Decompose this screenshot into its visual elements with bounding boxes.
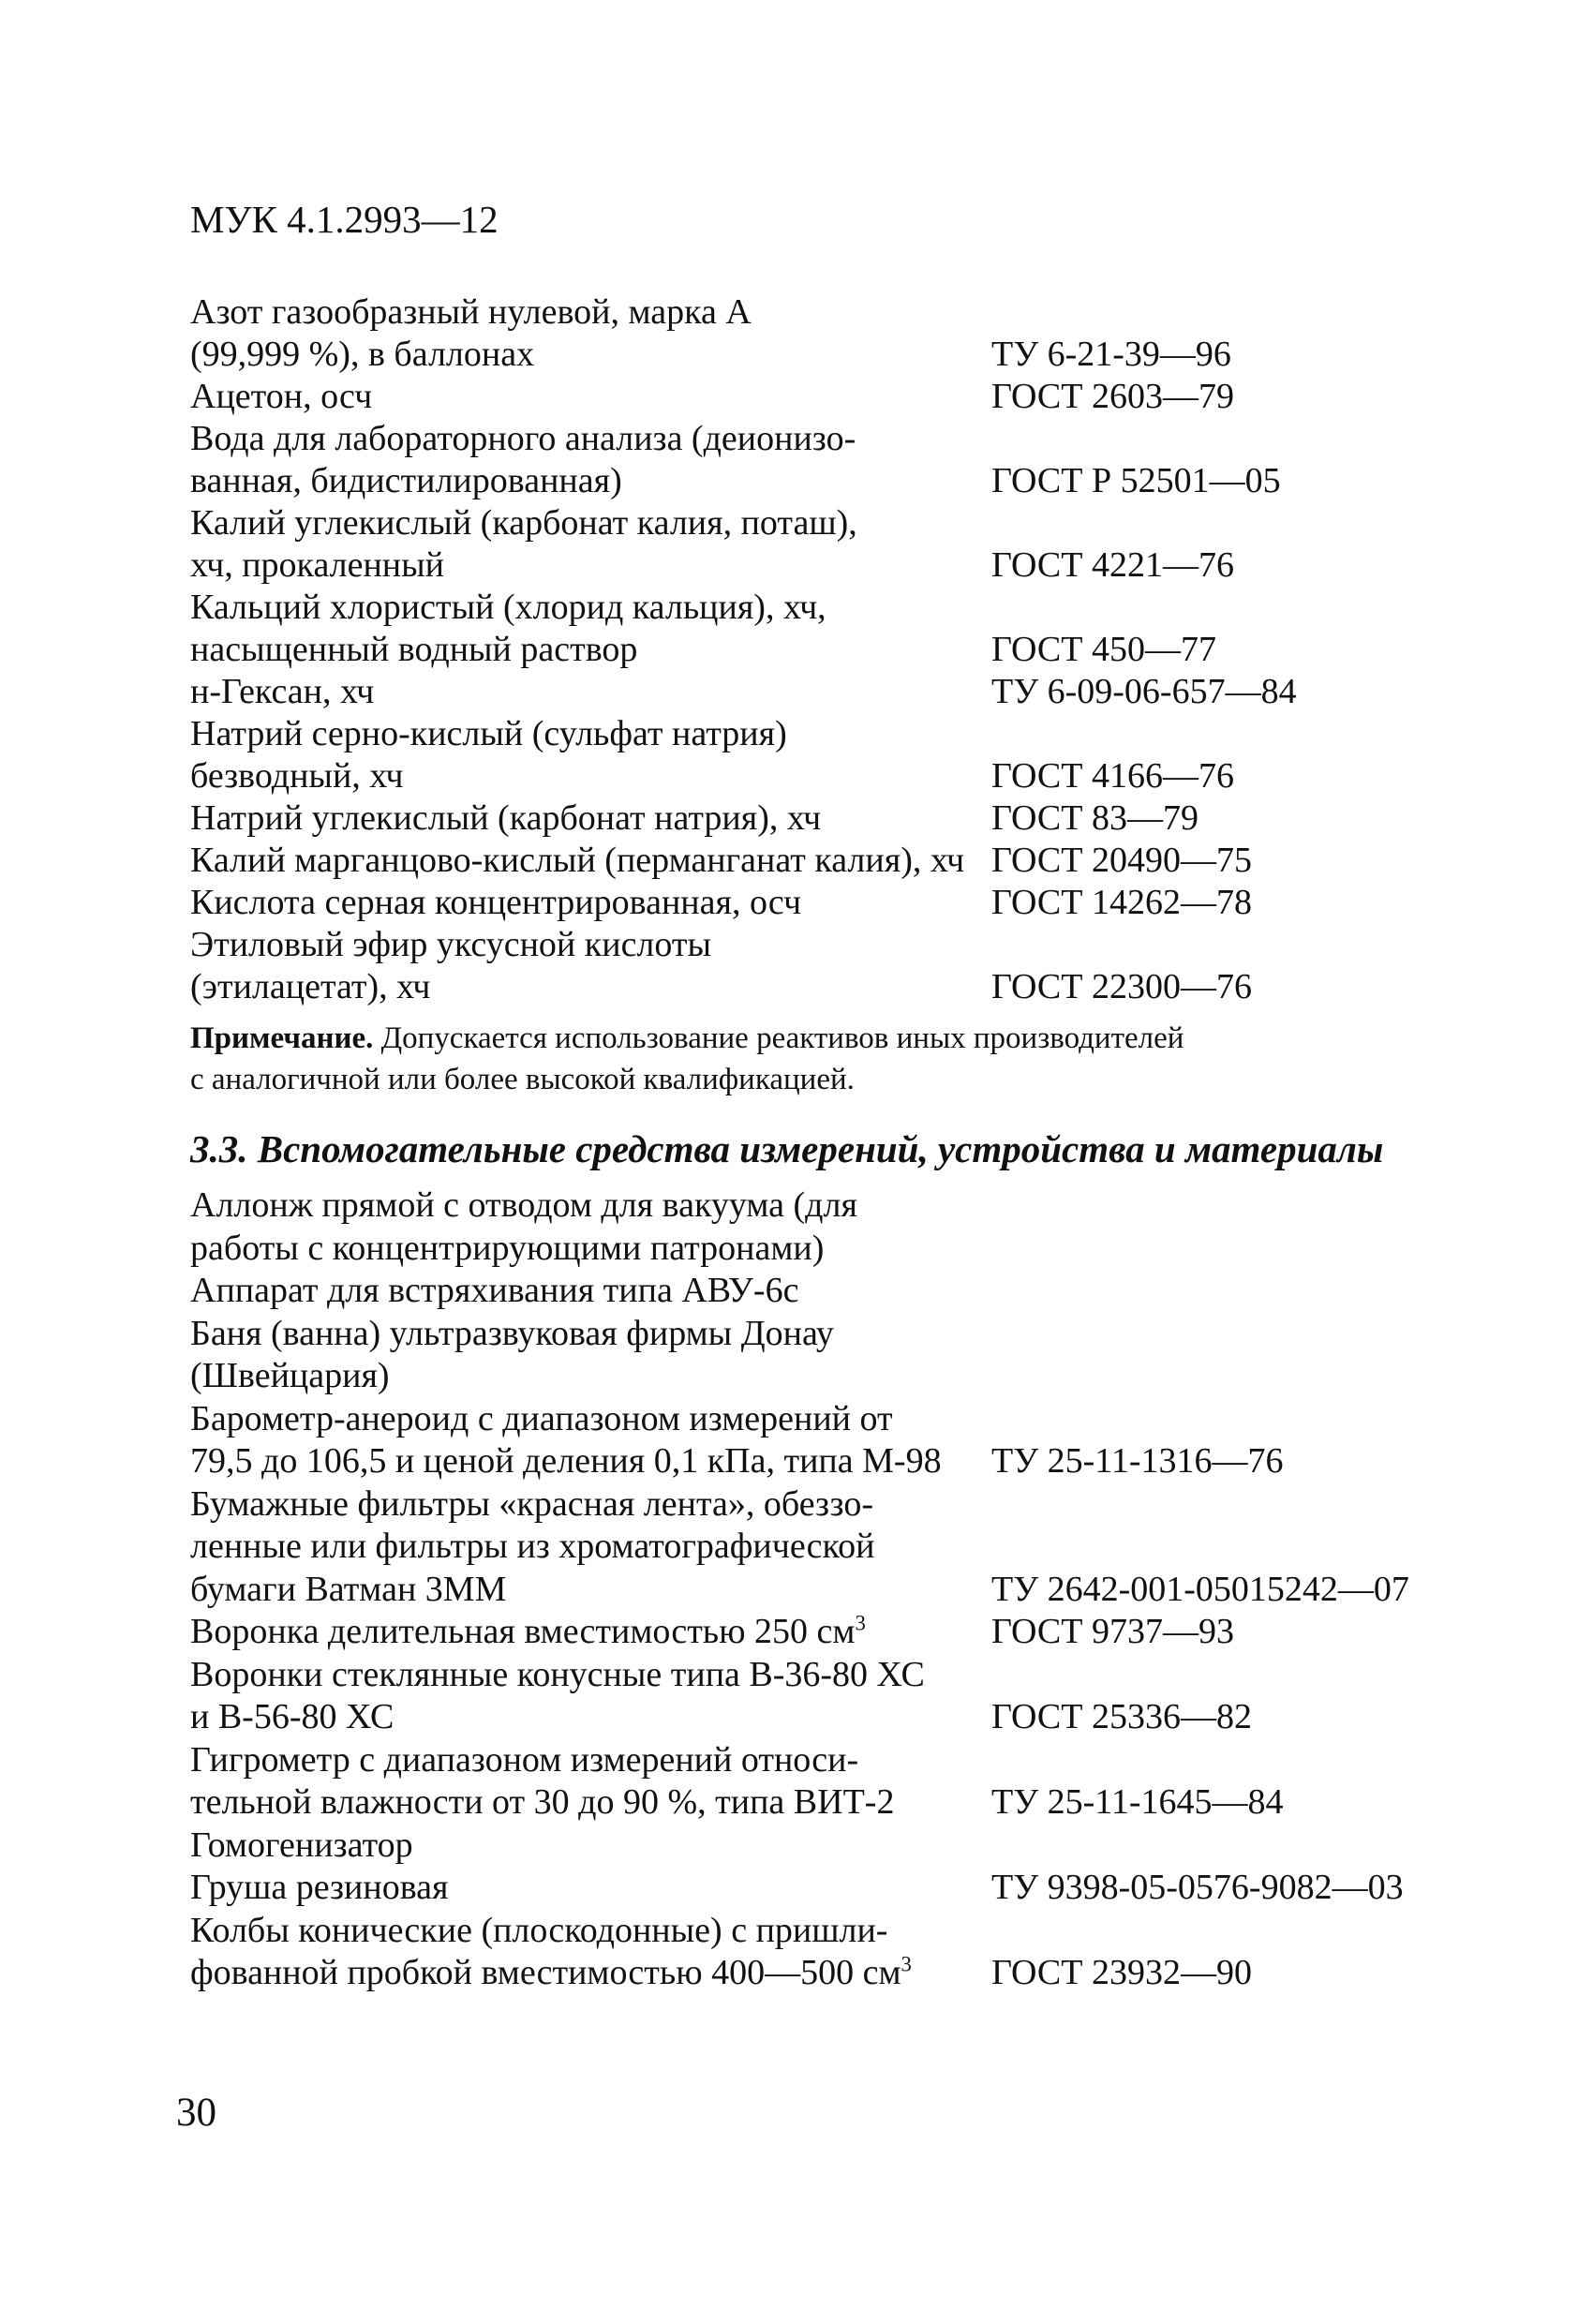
item-name: Калий марганцово-кислый (перманганат калия), хч bbox=[190, 841, 965, 880]
item-name: Калий углекислый (карбонат калия, поташ), bbox=[190, 503, 857, 543]
item-name: Гомогенизатор bbox=[190, 1825, 413, 1865]
item-standard-code: ГОСТ 4166—76 bbox=[991, 756, 1234, 796]
item-standard-code: ГОСТ 20490—75 bbox=[991, 841, 1252, 880]
item-name: насыщенный водный раствор bbox=[190, 630, 638, 669]
item-standard-code: ГОСТ Р 52501—05 bbox=[991, 461, 1281, 500]
item-name: фованной пробкой вместимостью 400—500 $см^3$ bbox=[190, 1952, 912, 1992]
item-name: 79,5 до 106,5 и ценой деления 0,1 кПа, типа М-98 bbox=[190, 1441, 942, 1481]
item-name: бумаги Ватман 3ММ bbox=[190, 1569, 507, 1609]
item-name: н-Гексан, хч bbox=[190, 672, 375, 711]
item-standard-code: ТУ 6-09-06-657—84 bbox=[991, 672, 1297, 711]
item-name: и В-56-80 ХС bbox=[190, 1697, 395, 1736]
item-name: хч, прокаленный bbox=[190, 545, 445, 585]
item-standard-code: ТУ 2642-001-05015242—07 bbox=[991, 1569, 1409, 1609]
item-standard-code: ТУ 9398-05-0576-9082—03 bbox=[991, 1868, 1404, 1907]
item-name: Воронки стеклянные конусные типа В-36-80 ХС bbox=[190, 1654, 925, 1694]
item-name: Гигрометр с диапазоном измерений относи- bbox=[190, 1739, 859, 1780]
item-name: Аллонж прямой с отводом для вакуума (для bbox=[190, 1185, 857, 1225]
item-standard-code: ГОСТ 4221—76 bbox=[991, 545, 1234, 585]
note bbox=[190, 1018, 1408, 1100]
item-standard-code: ГОСТ 23932—90 bbox=[991, 1953, 1252, 1992]
note-text-line1: Допускается использование реактивов иных производителей bbox=[373, 1021, 1184, 1055]
item-name: Баня (ванна) ультразвуковая фирмы Донау bbox=[190, 1313, 834, 1353]
item-standard-code: ГОСТ 2603—79 bbox=[991, 377, 1234, 416]
item-name: Воронка делительная вместимостью 250 $см^3$ bbox=[190, 1611, 866, 1651]
item-name: Натрий серно-кислый (сульфат натрия) bbox=[190, 714, 787, 753]
item-name: Натрий углекислый (карбонат натрия), хч bbox=[190, 798, 822, 838]
item-standard-code: ТУ 25-11-1316—76 bbox=[991, 1441, 1284, 1481]
item-standard-code: ГОСТ 83—79 bbox=[991, 798, 1198, 838]
item-name: Барометр-анероид с диапазоном измерений от bbox=[190, 1398, 893, 1438]
item-name: Колбы конические (плоскодонные) с пришли- bbox=[190, 1910, 888, 1950]
item-standard-code: ТУ 6-21-39—96 bbox=[991, 335, 1231, 374]
item-name: (Швейцария) bbox=[190, 1356, 390, 1395]
item-superscript: 3 bbox=[901, 1952, 912, 1976]
note-label: Примечание. bbox=[190, 1021, 374, 1055]
item-name: Кислота серная концентрированная, осч bbox=[190, 883, 802, 922]
section-heading: 3.3. Вспомогательные средства измерений, устройства и материалы bbox=[190, 1127, 1384, 1170]
item-standard-code: ТУ 25-11-1645—84 bbox=[991, 1782, 1284, 1822]
item-name: Груша резиновая bbox=[190, 1868, 449, 1907]
item-standard-code: ГОСТ 9737—93 bbox=[991, 1612, 1234, 1651]
item-name: Бумажные фильтры «красная лента», обеззо- bbox=[190, 1483, 873, 1524]
item-name: Этиловый эфир уксусной кислоты bbox=[190, 925, 712, 964]
page-number: 30 bbox=[176, 2091, 216, 2135]
item-standard-code: ГОСТ 22300—76 bbox=[991, 967, 1252, 1006]
item-name: (99,999 %), в баллонах bbox=[190, 335, 535, 374]
item-name: (этилацетат), хч bbox=[190, 967, 431, 1006]
item-name: Азот газообразный нулевой, марка А bbox=[190, 292, 752, 332]
page-header: МУК 4.1.2993—12 bbox=[190, 198, 499, 241]
item-name: Кальций хлористый (хлорид кальция), хч, bbox=[190, 588, 826, 627]
item-standard-code: ГОСТ 14262—78 bbox=[991, 883, 1252, 922]
item-name: ленные или фильтры из хроматографической bbox=[190, 1527, 875, 1566]
item-name: безводный, хч bbox=[190, 756, 404, 796]
item-name: работы с концентрирующими патронами) bbox=[190, 1228, 825, 1268]
note-text-line2: с аналогичной или более высокой квалификацией. bbox=[190, 1063, 855, 1096]
item-superscript: 3 bbox=[855, 1611, 866, 1635]
item-standard-code: ГОСТ 25336—82 bbox=[991, 1697, 1252, 1736]
item-name: Вода для лабораторного анализа (деионизо- bbox=[190, 419, 856, 458]
item-name: Аппарат для встряхивания типа АВУ-6с bbox=[190, 1271, 799, 1310]
item-name: тельной влажности от 30 до 90 %, типа ВИТ-2 bbox=[190, 1782, 895, 1822]
item-standard-code: ГОСТ 450—77 bbox=[991, 630, 1216, 669]
item-name: Ацетон, осч bbox=[190, 377, 373, 416]
item-name: ванная, бидистилированная) bbox=[190, 461, 622, 500]
